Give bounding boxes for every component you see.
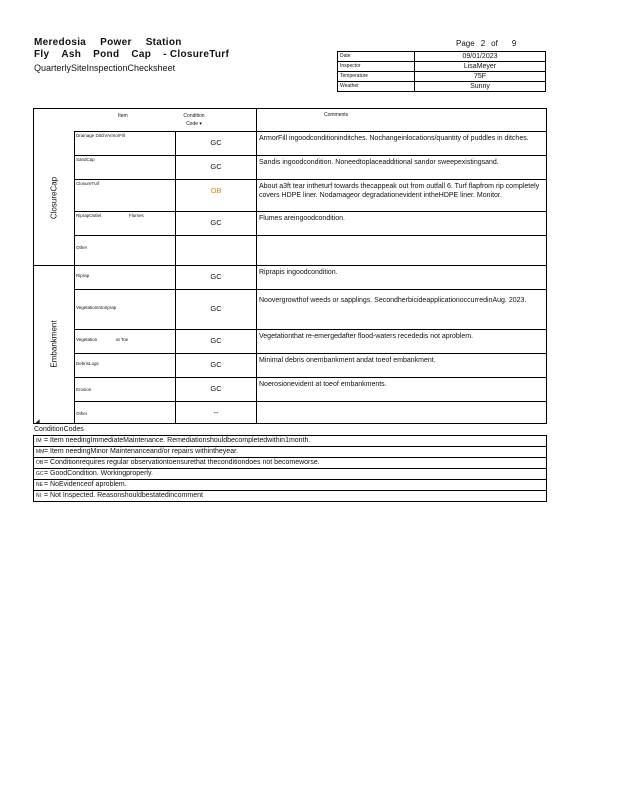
row-item: [74, 235, 176, 265]
row-condition: [176, 377, 257, 401]
condition-code: OB: [210, 186, 222, 195]
column-header-item: Item: [118, 113, 128, 119]
row-item: [74, 211, 176, 235]
code-abbr: NI: [36, 493, 41, 499]
station-word: Meredosia: [34, 37, 87, 48]
condition-code: GC: [210, 384, 222, 393]
row-item-text: Riprap: [76, 273, 90, 278]
site-word: Ash: [61, 49, 82, 60]
row-comment: Minimal debris onembankment andat toeof embankment.: [259, 357, 436, 364]
column-header-comments: Comments: [324, 112, 349, 118]
station-word: Station: [145, 37, 182, 48]
row-condition: [176, 179, 257, 211]
group-label: [34, 265, 75, 423]
code-abbr: OB: [36, 460, 44, 466]
of-label: of: [491, 39, 498, 48]
row-item: [74, 289, 176, 329]
code-abbr: IM: [36, 438, 42, 444]
corner-marker-icon: ◢: [35, 419, 40, 425]
row-item: [74, 265, 176, 289]
code-row: [34, 447, 547, 458]
condition-header-line: Condition: [183, 113, 205, 119]
site-name: [34, 49, 241, 61]
row-condition: [176, 131, 257, 155]
row-item-text: Other: [76, 245, 88, 250]
code-row: [34, 480, 547, 491]
code-row: [34, 491, 547, 502]
page-number: 2: [480, 39, 486, 48]
page-total: 9: [511, 39, 517, 48]
info-value: 75F: [415, 72, 546, 82]
table-row: [74, 179, 546, 212]
condition-code: GC: [210, 272, 222, 281]
row-condition: [176, 265, 257, 289]
row-comment: Vegetationthat re-emergedafter flood-waters recededis not aproblem.: [259, 333, 474, 340]
code-row: [34, 469, 547, 480]
table-row: [74, 401, 546, 423]
row-condition: [176, 235, 257, 265]
row-condition: [176, 155, 257, 179]
row-condition: [176, 289, 257, 329]
code-row: [34, 458, 547, 469]
row-comment: About a3ft tear intheturf towards thecappeak out from outfall 6. Turf flapfrom rip completely covers HDPE liner. Nodamageor degradationevident intheHDPE liner. Monitor.: [259, 183, 540, 199]
code-text: = Item needingImmediateMaintenance. Remediationshouldbecompletedwithin1month.: [44, 437, 311, 444]
table-row: [74, 289, 546, 330]
row-item: SandCap: [74, 155, 176, 179]
filter-dropdown-icon[interactable]: ▾: [199, 121, 202, 127]
page-label: Page: [456, 39, 475, 48]
table-row: [74, 131, 546, 156]
info-key: Date: [338, 52, 415, 62]
group-label: [34, 131, 75, 265]
condition-code: GC: [210, 162, 222, 171]
code-abbr: MM: [36, 449, 45, 455]
inspection-table: [33, 108, 547, 424]
row-comment: Flumes areingoodcondition.: [259, 215, 345, 222]
code-text: = Conditionrequires regular observationtoensurethat theconditiondoes not becomeworse.: [44, 459, 320, 466]
condition-code: GC: [210, 218, 222, 227]
inspection-info-table: [337, 51, 546, 92]
row-item-text: DebrisLogs: [76, 361, 99, 366]
info-key: Weather: [338, 82, 415, 92]
row-condition: [176, 353, 257, 377]
row-item-text: VegetationIntoriprap: [76, 305, 117, 310]
row-comment: [256, 401, 546, 423]
code-cell: [34, 469, 547, 480]
page-counter: [456, 39, 522, 48]
row-item-extra: Flumes: [129, 213, 144, 218]
row-item-extra: at Toe: [116, 337, 129, 342]
info-key: Inspector: [338, 62, 415, 72]
row-comment: ArmorFill ingoodconditioninditches. Nochangeinlocations/quantity of puddles in ditches.: [259, 135, 529, 142]
row-item: Drainage Ditch/ArmorFill: [74, 131, 176, 155]
row-item: [74, 377, 176, 401]
row-condition: [176, 211, 257, 235]
row-comment: Noerosionevident at toeof embankments.: [259, 381, 387, 388]
info-row: [338, 72, 546, 82]
code-cell: [34, 458, 547, 469]
row-comment: Noovergrowthof weeds or sapplings. SecondherbicideapplicationoccurredinAug. 2023.: [259, 297, 527, 304]
code-abbr: GC: [36, 471, 44, 477]
row-item-text: Vegetation: [76, 337, 98, 342]
station-word: Power: [100, 37, 132, 48]
row-condition: [176, 401, 257, 423]
row-item: [74, 353, 176, 377]
site-word: Fly: [34, 49, 50, 60]
row-item: [74, 401, 176, 423]
group-closure-cap: [34, 131, 546, 266]
condition-codes-title: ConditionCodes: [34, 426, 84, 433]
column-header-row: [74, 109, 546, 132]
code-text: = Item needingMinor Maintenanceand/or repairs withintheyear.: [44, 448, 238, 455]
site-word: Cap: [131, 49, 152, 60]
table-row: [74, 329, 546, 354]
table-row: [74, 211, 546, 236]
condition-header-line: Code: [186, 121, 199, 127]
condition-codes-table: [33, 435, 547, 502]
row-item-text: RiprapOutlet: [76, 213, 102, 218]
row-item-text: Other: [76, 411, 88, 416]
document-title: QuarterlySiteInspectionChecksheet: [34, 63, 176, 73]
condition-code: --: [213, 408, 219, 417]
column-divider: [256, 109, 257, 131]
info-key: Temperature: [338, 72, 415, 82]
group-label-text: ClosureCap: [49, 176, 59, 220]
code-abbr: NE: [36, 482, 43, 488]
condition-code: GC: [210, 360, 222, 369]
info-value: Sunny: [415, 82, 546, 92]
code-cell: [34, 491, 547, 502]
group-label-text: Embankment: [49, 320, 59, 368]
code-cell: [34, 480, 547, 491]
site-word: - ClosureTurf: [163, 49, 230, 60]
row-comment: Riprapis ingoodcondition.: [259, 269, 338, 276]
row-item-text: Erosion: [76, 387, 92, 392]
site-word: Pond: [93, 49, 120, 60]
table-row: [74, 265, 546, 290]
row-comment: Sandis ingoodcondition. Noneedtoplaceadditional sandor sweepexistingsand.: [259, 159, 499, 166]
table-row: [74, 235, 546, 265]
code-text: = Not Inspected. Reasonshouldbestatedincomment: [44, 492, 203, 499]
row-comment: [256, 235, 546, 265]
code-row: [34, 436, 547, 447]
info-row: [338, 52, 546, 62]
info-value: LisaMeyer: [415, 62, 546, 72]
row-item: ClosureTurf: [74, 179, 176, 211]
row-item: [74, 329, 176, 353]
code-cell: [34, 436, 547, 447]
document-header: [34, 37, 241, 74]
row-condition: [176, 329, 257, 353]
info-row: [338, 62, 546, 72]
table-row: [74, 377, 546, 402]
code-text: = GoodCondition. Workingproperly.: [44, 470, 153, 477]
condition-code: GC: [210, 304, 222, 313]
condition-code: GC: [210, 138, 222, 147]
table-row: [74, 353, 546, 378]
column-header-condition: [174, 112, 214, 128]
station-name: [34, 37, 241, 49]
info-value: 09/01/2023: [415, 52, 546, 62]
group-embankment: [34, 265, 546, 423]
info-row: [338, 82, 546, 92]
condition-code: GC: [210, 336, 222, 345]
code-text: = NoEvidenceof aproblem.: [44, 481, 127, 488]
code-cell: [34, 447, 547, 458]
table-row: [74, 155, 546, 180]
